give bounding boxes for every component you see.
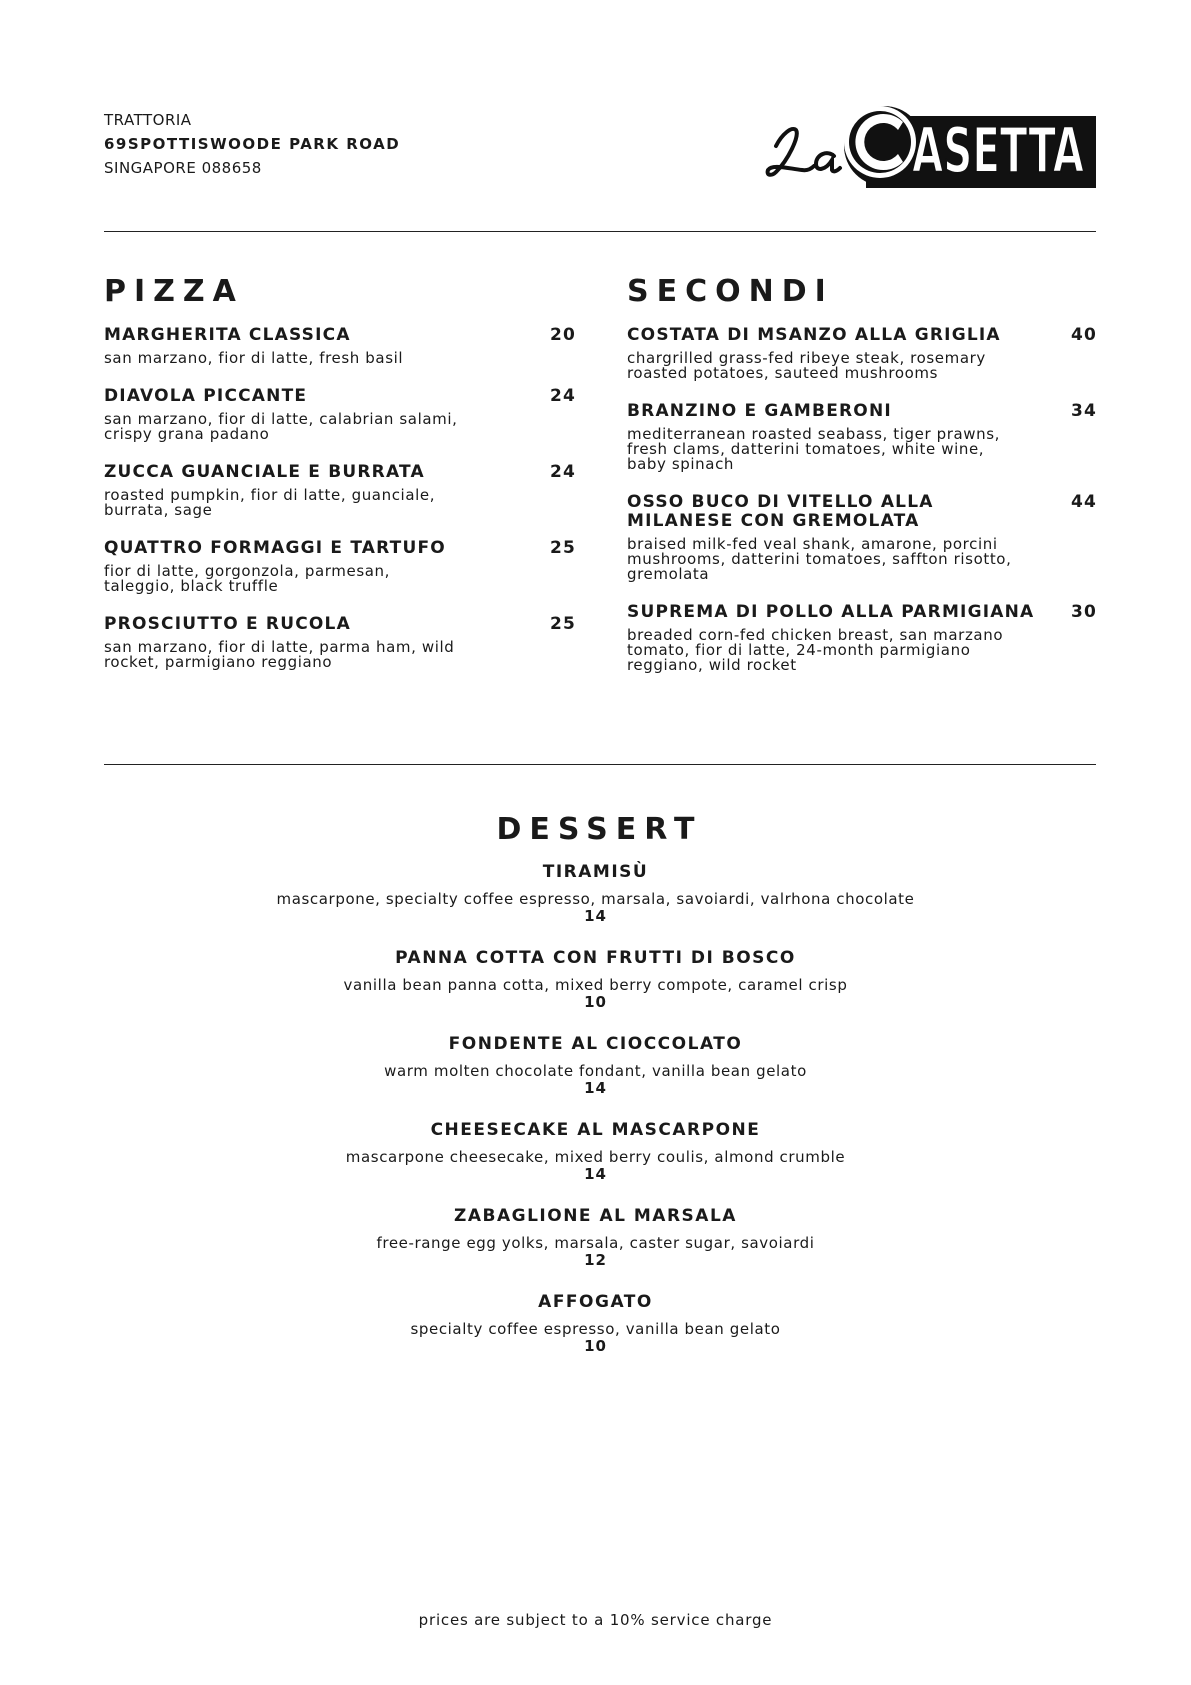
name-line: SUPREMA DI POLLO ALLA PARMIGIANA — [627, 602, 1035, 622]
name-line: MILANESE CON GREMOLATA — [627, 511, 920, 531]
item-description: vanilla bean panna cotta, mixed berry compote, caramel crisp — [343, 976, 848, 994]
item-price: 34 — [1070, 401, 1097, 421]
item-description: mascarpone cheesecake, mixed berry coulis, almond crumble — [345, 1148, 846, 1166]
description-line: chargrilled grass-fed ribeye steak, rosemary — [627, 349, 986, 367]
item-description — [627, 427, 1097, 472]
service-charge-note: prices are subject to a 10% service charge — [418, 1611, 773, 1629]
item-name: ZABAGLIONE AL MARSALA — [454, 1206, 737, 1226]
description-line: reggiano, wild rocket — [627, 656, 797, 674]
item-price: 12 — [584, 1251, 607, 1269]
description-line: roasted pumpkin, fior di latte, guanciale, — [104, 486, 436, 504]
item-name: AFFOGATO — [538, 1292, 653, 1312]
item-description — [104, 640, 576, 670]
restaurant-address — [104, 108, 400, 180]
description-line: san marzano, fior di latte, parma ham, wild — [104, 638, 455, 656]
item-price: 24 — [549, 386, 576, 406]
header-divider — [104, 231, 1096, 232]
menu-item — [104, 539, 576, 594]
name-line: BRANZINO E GAMBERONI — [627, 401, 892, 421]
description-line: breaded corn-fed chicken breast, san marzano — [627, 626, 1004, 644]
item-name: QUATTRO FORMAGGI E TARTUFO — [104, 538, 446, 558]
item-description: specialty coffee espresso, vanilla bean gelato — [410, 1320, 781, 1338]
description-line: fresh clams, datterini tomatoes, white wine, — [627, 440, 985, 458]
item-name: PANNA COTTA CON FRUTTI DI BOSCO — [395, 948, 796, 968]
description-line: rocket, parmigiano reggiano — [104, 653, 333, 671]
description-line: san marzano, fior di latte, fresh basil — [104, 349, 404, 367]
la-casetta-logo — [762, 96, 1097, 192]
item-description: warm molten chocolate fondant, vanilla bean gelato — [384, 1062, 807, 1080]
item-name: PROSCIUTTO E RUCOLA — [104, 614, 351, 634]
item-description: free-range egg yolks, marsala, caster sugar, savoiardi — [376, 1234, 815, 1252]
menu-item — [627, 493, 1097, 582]
item-description — [104, 488, 576, 518]
description-line: taleggio, black truffle — [104, 577, 279, 595]
section-divider — [104, 764, 1096, 765]
item-price: 44 — [1070, 492, 1097, 512]
item-name: DIAVOLA PICCANTE — [104, 386, 308, 406]
item-name — [627, 493, 1097, 531]
description-line: san marzano, fior di latte, calabrian salami, — [104, 410, 458, 428]
description-line: mediterranean roasted seabass, tiger prawns, — [627, 425, 1001, 443]
item-price: 10 — [584, 1337, 607, 1355]
dessert-section — [0, 810, 1191, 1378]
item-name: TIRAMISÙ — [542, 862, 649, 882]
item-description — [104, 564, 576, 594]
dessert-item — [0, 1206, 1191, 1268]
item-price: 10 — [584, 993, 607, 1011]
dessert-item — [0, 862, 1191, 924]
dessert-item — [0, 1120, 1191, 1182]
description-line: baby spinach — [627, 455, 735, 473]
item-price: 20 — [549, 325, 576, 345]
item-description — [104, 412, 576, 442]
item-name: MARGHERITA CLASSICA — [104, 325, 351, 345]
description-line: braised milk-fed veal shank, amarone, porcini — [627, 535, 998, 553]
dessert-title: DESSERT — [496, 812, 703, 847]
dessert-item — [0, 948, 1191, 1010]
item-price: 25 — [549, 538, 576, 558]
description-line: mushrooms, datterini tomatoes, saffton risotto, — [627, 550, 1012, 568]
name-line: COSTATA DI MSANZO ALLA GRIGLIA — [627, 325, 1001, 345]
pizza-section — [104, 272, 576, 691]
description-line: crispy grana padano — [104, 425, 270, 443]
item-price: 24 — [549, 462, 576, 482]
menu-item — [627, 326, 1097, 381]
menu-item — [104, 387, 576, 442]
description-line: roasted potatoes, sauteed mushrooms — [627, 364, 939, 382]
menu-item — [627, 603, 1097, 673]
item-price: 14 — [584, 1165, 607, 1183]
item-name: CHEESECAKE AL MASCARPONE — [430, 1120, 761, 1140]
item-name: ZUCCA GUANCIALE E BURRATA — [104, 462, 425, 482]
description-line: gremolata — [627, 565, 710, 583]
dessert-item — [0, 1034, 1191, 1096]
item-name — [627, 402, 1097, 421]
svg-text:ASETTA: ASETTA — [912, 114, 1085, 187]
item-description — [104, 351, 576, 366]
menu-item — [104, 615, 576, 670]
item-description: mascarpone, specialty coffee espresso, marsala, savoiardi, valrhona chocolate — [276, 890, 915, 908]
pizza-title: PIZZA — [104, 274, 244, 309]
menu-item — [104, 463, 576, 518]
menu-item — [104, 326, 576, 366]
item-price: 25 — [549, 614, 576, 634]
name-line: OSSO BUCO DI VITELLO ALLA — [627, 492, 934, 512]
item-description — [627, 351, 1097, 381]
city-postcode: SINGAPORE 088658 — [104, 159, 262, 177]
item-name: FONDENTE AL CIOCCOLATO — [448, 1034, 743, 1054]
secondi-section — [627, 272, 1097, 694]
street-address: 69SPOTTISWOODE PARK ROAD — [104, 135, 401, 153]
item-description — [627, 537, 1097, 582]
item-price: 14 — [584, 907, 607, 925]
item-description — [627, 628, 1097, 673]
item-price: 40 — [1070, 325, 1097, 345]
item-price: 30 — [1070, 602, 1097, 622]
description-line: fior di latte, gorgonzola, parmesan, — [104, 562, 390, 580]
item-price: 14 — [584, 1079, 607, 1097]
restaurant-type: TRATTORIA — [104, 111, 192, 129]
item-name — [627, 326, 1097, 345]
description-line: burrata, sage — [104, 501, 213, 519]
description-line: tomato, fior di latte, 24-month parmigiano — [627, 641, 971, 659]
secondi-title: SECONDI — [627, 274, 834, 309]
dessert-item — [0, 1292, 1191, 1354]
item-name — [627, 603, 1097, 622]
menu-item — [627, 402, 1097, 472]
